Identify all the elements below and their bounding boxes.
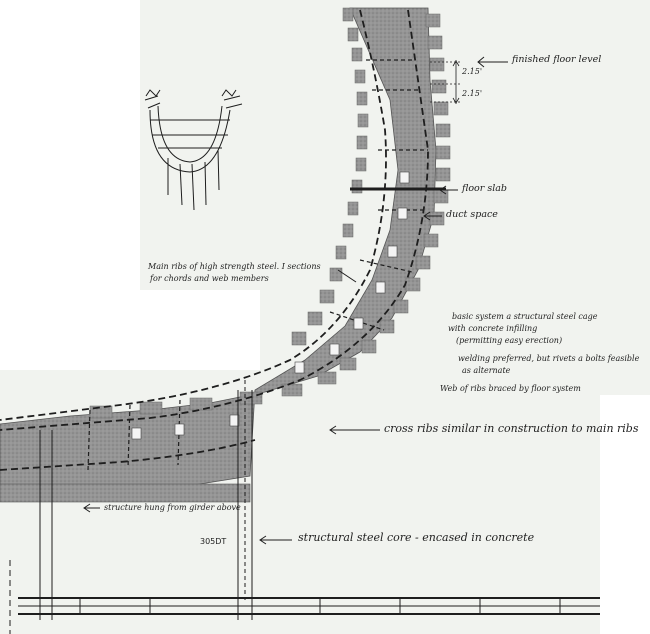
label-main-ribs-line1: Main ribs of high strength steel. I sections [148, 262, 321, 271]
label-main-ribs-line2: for chords and web members [150, 274, 269, 283]
ground-floor-frame [10, 560, 600, 634]
label-welding-line1: welding preferred, but rivets a bolts feasible [458, 354, 640, 363]
lower-slab [0, 484, 250, 502]
label-floor-slab: floor slab [462, 183, 507, 194]
main-rib-band [0, 8, 436, 500]
label-web-of-ribs: Web of ribs braced by floor system [440, 384, 581, 393]
label-structure-hung: structure hung from girder above [104, 503, 241, 512]
label-dimension-upper: 2.15' [462, 67, 483, 76]
label-finished-floor-level: finished floor level [512, 54, 602, 65]
label-basic-system-line1: basic system a structural steel cage [452, 312, 598, 321]
label-welding-line2: as alternate [462, 366, 511, 375]
perspective-sketch [145, 90, 242, 210]
label-cross-ribs: cross ribs similar in construction to main ribs [384, 422, 639, 435]
label-basic-system-line3: (permitting easy erection) [456, 336, 563, 345]
label-duct-space: duct space [446, 209, 498, 220]
label-dimension-lower: 2.15' [462, 89, 483, 98]
label-elevation: 305DT [200, 537, 227, 546]
label-basic-system-line2: with concrete infilling [448, 324, 538, 333]
label-structural-core: structural steel core - encased in concrete [298, 531, 535, 544]
